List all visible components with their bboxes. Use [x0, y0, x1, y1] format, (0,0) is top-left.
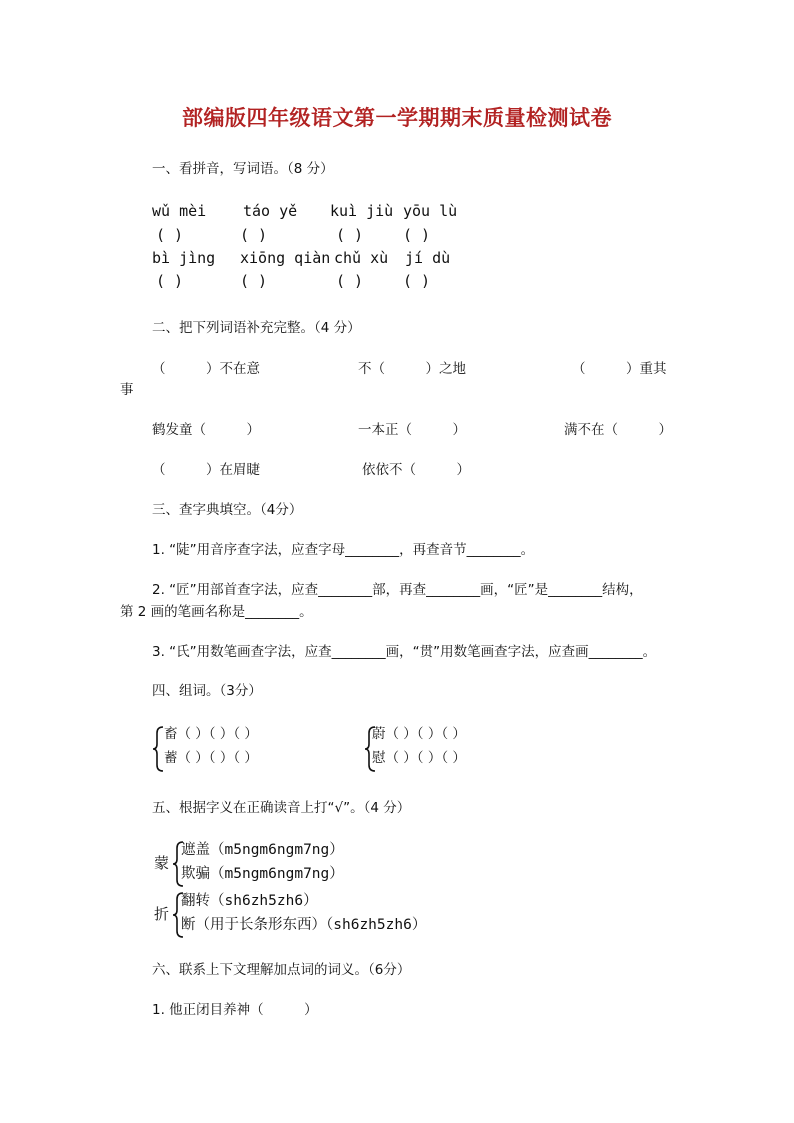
idiom-item[interactable]: 不（ ）之地	[358, 361, 466, 377]
question-1[interactable]: 1. 他正闭目养神（ ）	[152, 1002, 318, 1018]
section-2-heading: 二、把下列词语补充完整。（4 分）	[152, 320, 361, 336]
word-group-row[interactable]: 畜（ ）（ ）（ ）	[164, 726, 258, 742]
reading-option[interactable]: 翻转（sh6zh5zh6）	[181, 893, 318, 909]
idiom-item[interactable]: （ ）不在意	[152, 361, 260, 377]
section-3-heading: 三、查字典填空。（4分）	[152, 502, 303, 518]
pinyin-3: kuì jiù	[330, 202, 394, 220]
page-title: 部编版四年级语文第一学期期末质量检测试卷	[182, 106, 612, 130]
section-4-heading: 四、组词。（3分）	[152, 683, 262, 699]
answer-blank[interactable]: ( )	[240, 272, 268, 290]
word-group-row[interactable]: 慰（ ）（ ）（ ）	[372, 750, 466, 766]
word-group-row[interactable]: 蔚（ ）（ ）（ ）	[372, 726, 466, 742]
reading-option[interactable]: 欺骗（m5ngm6ngm7ng）	[181, 866, 344, 882]
left-brace-icon	[152, 725, 164, 773]
answer-blank[interactable]: ( )	[240, 226, 268, 244]
idiom-item[interactable]: 依依不（ ）	[362, 462, 470, 478]
pinyin-1: wǔ mèi	[152, 202, 207, 220]
pinyin-2: táo yě	[243, 202, 298, 220]
answer-blank[interactable]: ( )	[403, 226, 431, 244]
pinyin-7: chǔ xù	[334, 249, 389, 267]
word-group-row[interactable]: 蓄（ ）（ ）（ ）	[164, 750, 258, 766]
target-character: 蒙	[154, 854, 170, 872]
idiom-item[interactable]: 鹤发童（ ）	[152, 422, 260, 438]
question-2[interactable]: 2. “匠”用部首查字法，应查________部，再查________画，“匠”是________结构，	[152, 582, 643, 598]
question-1[interactable]: 1. “陡”用音序查字法，应查字母________，再查音节________。	[152, 542, 535, 558]
idiom-item-wrap: 事	[120, 382, 134, 398]
reading-option[interactable]: 断（用于长条形东西）（sh6zh5zh6）	[181, 917, 427, 933]
idiom-item[interactable]: 一本正（ ）	[358, 422, 466, 438]
idiom-item[interactable]: 满不在（ ）	[564, 422, 672, 438]
question-2-wrap[interactable]: 第 2 画的笔画名称是________。	[120, 604, 313, 620]
section-6-heading: 六、联系上下文理解加点词的词义。（6分）	[152, 962, 411, 978]
answer-blank[interactable]: ( )	[403, 272, 431, 290]
answer-blank[interactable]: ( )	[156, 226, 184, 244]
question-3[interactable]: 3. “氏”用数笔画查字法，应查________画，“贯”用数笔画查字法，应查画________。	[152, 644, 657, 660]
answer-blank[interactable]: ( )	[336, 272, 364, 290]
reading-option[interactable]: 遮盖（m5ngm6ngm7ng）	[181, 842, 344, 858]
idiom-item[interactable]: （ ）重其	[572, 361, 667, 377]
pinyin-5: bì jìng	[152, 249, 216, 267]
pinyin-4: yōu lù	[403, 202, 458, 220]
target-character: 折	[154, 905, 170, 923]
pinyin-6: xiōng qiàn	[240, 249, 331, 267]
answer-blank[interactable]: ( )	[336, 226, 364, 244]
section-5-heading: 五、根据字义在正确读音上打“√”。（4 分）	[152, 800, 411, 816]
section-1-heading: 一、看拼音，写词语。（8 分）	[152, 161, 334, 177]
answer-blank[interactable]: ( )	[156, 272, 184, 290]
idiom-item[interactable]: （ ）在眉睫	[152, 462, 260, 478]
pinyin-8: jí dù	[405, 249, 451, 267]
